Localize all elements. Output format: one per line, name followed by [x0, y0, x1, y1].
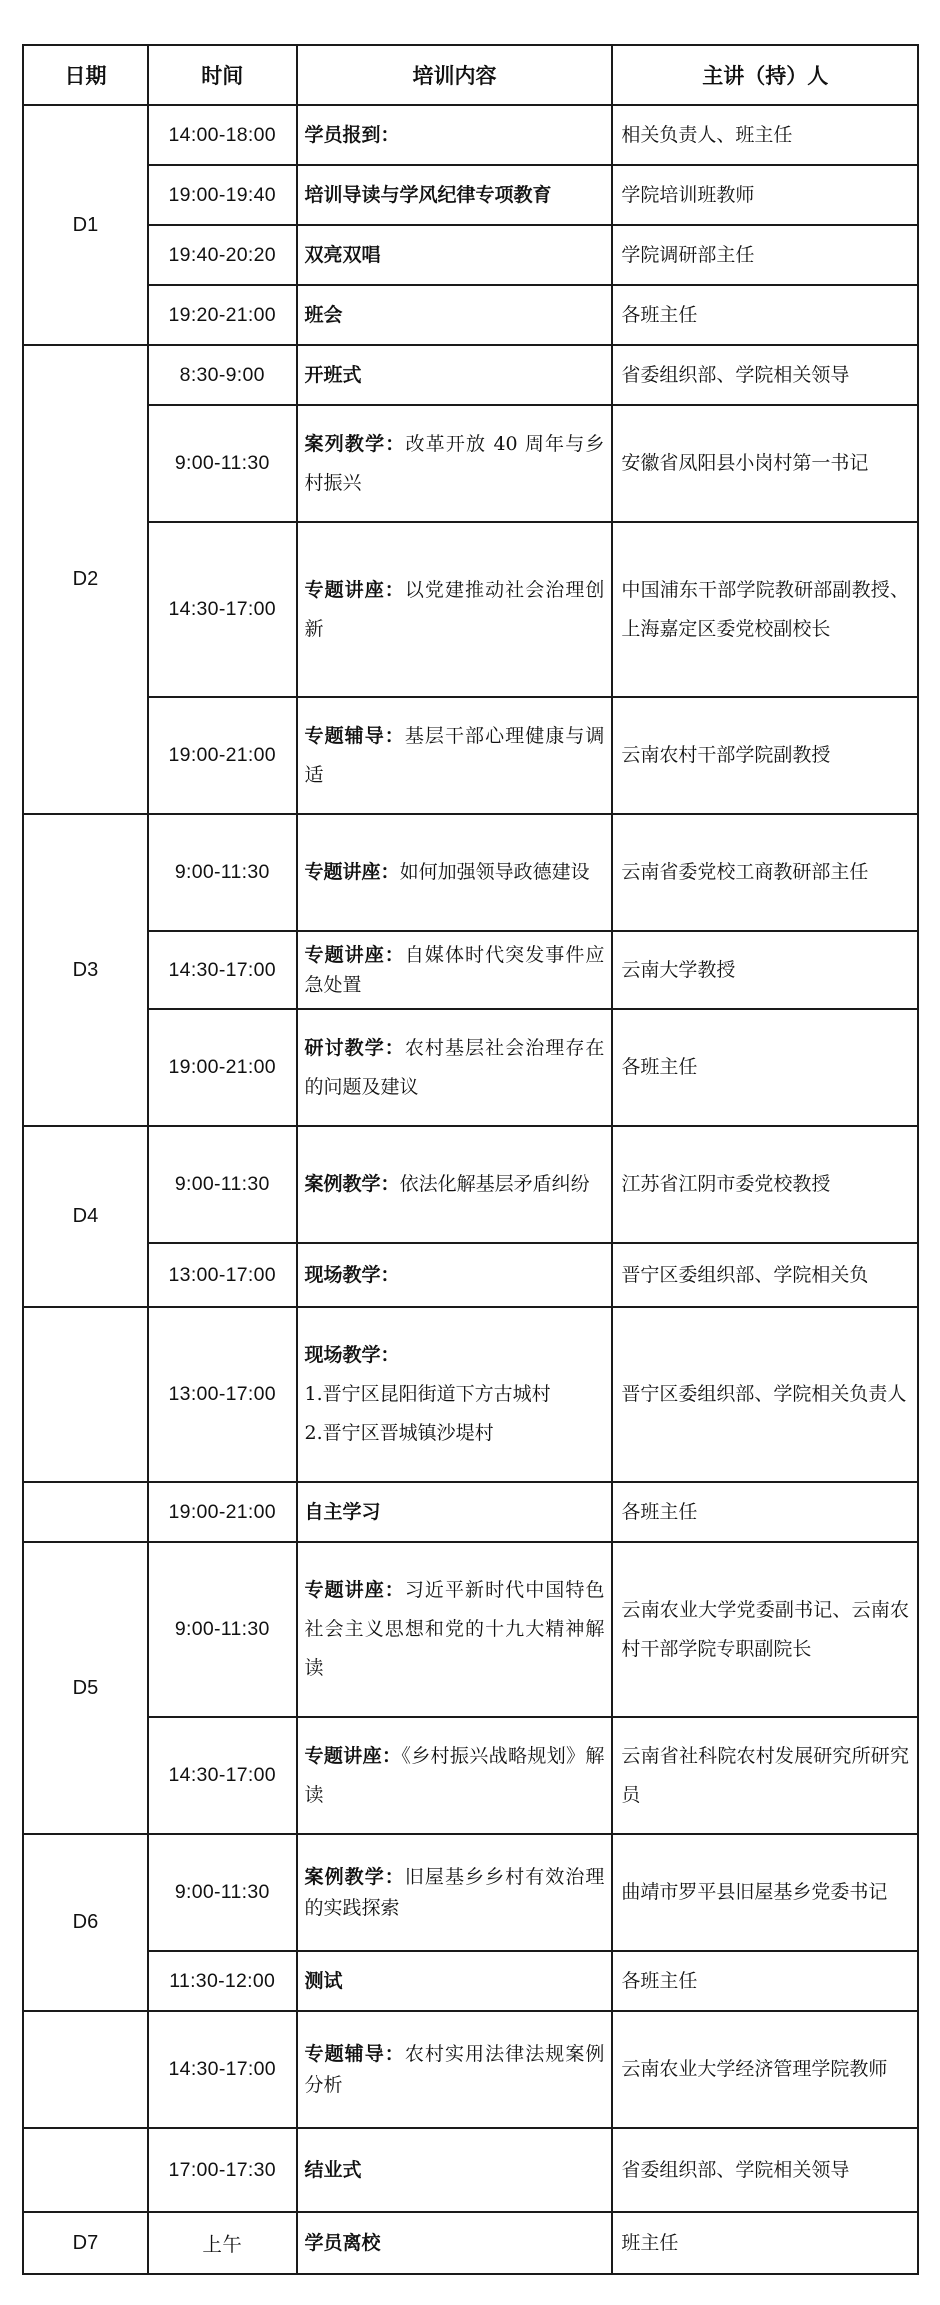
content-item: 1.晋宁区昆阳街道下方古城村: [304, 1383, 551, 1406]
speaker-cell: 各班主任: [612, 1009, 918, 1126]
speaker-cell: 学院培训班教师: [612, 165, 918, 225]
time-cell: 14:30-17:00: [148, 1717, 297, 1834]
content-cell: [297, 2128, 613, 2212]
speaker-cell: 晋宁区委组织部、学院相关负: [612, 1243, 918, 1307]
table-row: [23, 931, 918, 1009]
speaker-cell: 云南省委党校工商教研部主任: [612, 814, 918, 931]
content-type: 班会: [304, 303, 343, 326]
content-cell: [297, 814, 613, 931]
header-time: 时间: [148, 45, 297, 105]
speaker-cell: 江苏省江阴市委党校教授: [612, 1126, 918, 1243]
content-type: 专题讲座：: [304, 861, 400, 884]
content-type: 专题辅导：: [304, 724, 405, 747]
speaker-cell: 云南农业大学经济管理学院教师: [612, 2011, 918, 2128]
table-row: [23, 1243, 918, 1307]
content-topic: 《乡村振兴战略规划》解读: [304, 1744, 605, 1806]
content-topic: 农村实用法律法规案例分析: [304, 2043, 605, 2096]
time-cell: 19:00-19:40: [148, 165, 297, 225]
time-cell: 上午: [148, 2212, 297, 2274]
content-cell: [297, 2011, 613, 2128]
content-cell: [297, 165, 613, 225]
time-cell: 8:30-9:00: [148, 345, 297, 405]
day-cell: [23, 2128, 148, 2212]
day-cell: [23, 1307, 148, 1482]
content-cell: [297, 1009, 613, 1126]
content-cell: [297, 1243, 613, 1307]
content-cell: [297, 225, 613, 285]
content-type: 学员离校: [304, 2231, 381, 2254]
table-row: [23, 345, 918, 405]
content-cell: [297, 931, 613, 1009]
time-cell: 19:20-21:00: [148, 285, 297, 345]
time-cell: 14:30-17:00: [148, 2011, 297, 2128]
speaker-cell: 云南省社科院农村发展研究所研究员: [612, 1717, 918, 1834]
table-row: [23, 2128, 918, 2212]
content-type: 双亮双唱: [304, 243, 381, 266]
day-cell: D7: [23, 2212, 148, 2274]
table-row: [23, 697, 918, 814]
day-cell: D5: [23, 1542, 148, 1834]
time-cell: 14:30-17:00: [148, 931, 297, 1009]
content-cell: [297, 1542, 613, 1717]
content-cell: [297, 1482, 613, 1542]
time-cell: 14:00-18:00: [148, 105, 297, 165]
table-row: [23, 814, 918, 931]
content-type: 案列教学：: [304, 432, 406, 455]
speaker-cell: 省委组织部、学院相关领导: [612, 345, 918, 405]
content-topic: 农村基层社会治理存在的问题及建议: [304, 1036, 605, 1098]
table-row: [23, 1126, 918, 1243]
header-content: 培训内容: [297, 45, 613, 105]
table-row: [23, 2011, 918, 2128]
content-type: 专题讲座：: [304, 943, 405, 966]
content-cell: [297, 522, 613, 697]
table-row: [23, 1482, 918, 1542]
time-cell: 13:00-17:00: [148, 1307, 297, 1482]
table-row: [23, 105, 918, 165]
table-row: [23, 2212, 918, 2274]
content-topic: 改革开放 40 周年与乡村振兴: [304, 432, 605, 494]
speaker-cell: 相关负责人、班主任: [612, 105, 918, 165]
content-type: 专题辅导：: [304, 2043, 405, 2066]
time-cell: 9:00-11:30: [148, 814, 297, 931]
header-speaker: 主讲（持）人: [612, 45, 918, 105]
content-type: 现场教学：: [304, 1344, 400, 1367]
speaker-cell: 学院调研部主任: [612, 225, 918, 285]
content-cell: [297, 1307, 613, 1482]
speaker-cell: 省委组织部、学院相关领导: [612, 2128, 918, 2212]
content-type: 研讨教学：: [304, 1036, 405, 1059]
speaker-cell: 云南农村干部学院副教授: [612, 697, 918, 814]
time-cell: 19:00-21:00: [148, 1009, 297, 1126]
content-topic: 基层干部心理健康与调适: [304, 724, 605, 786]
speaker-cell: 班主任: [612, 2212, 918, 2274]
content-cell: [297, 405, 613, 522]
speaker-cell: 各班主任: [612, 1482, 918, 1542]
content-cell: [297, 345, 613, 405]
content-type: 专题讲座：: [304, 1579, 405, 1602]
time-cell: 17:00-17:30: [148, 2128, 297, 2212]
content-topic: 如何加强领导政德建设: [399, 861, 590, 884]
time-cell: 9:00-11:30: [148, 1542, 297, 1717]
table-row: [23, 1717, 918, 1834]
speaker-cell: 曲靖市罗平县旧屋基乡党委书记: [612, 1834, 918, 1951]
content-type: 现场教学：: [304, 1263, 400, 1286]
table-row: [23, 1009, 918, 1126]
content-cell: [297, 1717, 613, 1834]
table-row: [23, 285, 918, 345]
content-type: 专题讲座：: [304, 1744, 402, 1767]
header-row: [23, 45, 918, 105]
speaker-cell: 晋宁区委组织部、学院相关负责人: [612, 1307, 918, 1482]
speaker-cell: 安徽省凤阳县小岗村第一书记: [612, 405, 918, 522]
table-row: [23, 165, 918, 225]
content-cell: [297, 2212, 613, 2274]
time-cell: 9:00-11:30: [148, 1126, 297, 1243]
content-topic: 依法化解基层矛盾纠纷: [399, 1173, 590, 1196]
content-topic: 以党建推动社会治理创新: [304, 578, 605, 640]
content-cell: [297, 1834, 613, 1951]
content-cell: [297, 1126, 613, 1243]
header-date: 日期: [23, 45, 148, 105]
day-cell: D2: [23, 345, 148, 814]
content-topic: 自媒体时代突发事件应急处置: [304, 943, 605, 996]
content-type: 学员报到：: [304, 123, 400, 146]
speaker-cell: 中国浦东干部学院教研部副教授、上海嘉定区委党校副校长: [612, 522, 918, 697]
time-cell: 19:40-20:20: [148, 225, 297, 285]
table-row: [23, 1307, 918, 1482]
time-cell: 9:00-11:30: [148, 405, 297, 522]
day-cell: D4: [23, 1126, 148, 1307]
time-cell: 14:30-17:00: [148, 522, 297, 697]
time-cell: 19:00-21:00: [148, 697, 297, 814]
table-row: [23, 405, 918, 522]
day-cell: [23, 2011, 148, 2128]
content-cell: [297, 697, 613, 814]
content-cell: [297, 1951, 613, 2011]
time-cell: 19:00-21:00: [148, 1482, 297, 1542]
speaker-cell: 云南农业大学党委副书记、云南农村干部学院专职副院长: [612, 1542, 918, 1717]
content-type: 案例教学：: [304, 1866, 405, 1889]
day-cell: D3: [23, 814, 148, 1126]
content-type: 自主学习: [304, 1500, 381, 1523]
table-row: [23, 225, 918, 285]
content-item: 2.晋宁区晋城镇沙堤村: [304, 1421, 494, 1444]
speaker-cell: 各班主任: [612, 285, 918, 345]
time-cell: 9:00-11:30: [148, 1834, 297, 1951]
time-cell: 13:00-17:00: [148, 1243, 297, 1307]
day-cell: [23, 1482, 148, 1542]
content-topic: 习近平新时代中国特色社会主义思想和党的十九大精神解读: [304, 1579, 605, 1679]
content-cell: [297, 285, 613, 345]
time-cell: 11:30-12:00: [148, 1951, 297, 2011]
table-row: [23, 522, 918, 697]
content-type: 案例教学：: [304, 1173, 400, 1196]
content-type: 开班式: [304, 363, 362, 386]
day-cell: D6: [23, 1834, 148, 2011]
table-row: [23, 1834, 918, 1951]
content-type: 结业式: [304, 2158, 362, 2181]
table-row: [23, 1542, 918, 1717]
speaker-cell: 云南大学教授: [612, 931, 918, 1009]
speaker-cell: 各班主任: [612, 1951, 918, 2011]
content-type: 测试: [304, 1969, 343, 1992]
content-type: 培训导读与学风纪律专项教育: [304, 183, 552, 206]
table-row: [23, 1951, 918, 2011]
day-cell: D1: [23, 105, 148, 345]
content-topic: 旧屋基乡乡村有效治理的实践探索: [304, 1866, 605, 1919]
content-cell: [297, 105, 613, 165]
training-schedule-table: [22, 44, 919, 2275]
content-type: 专题讲座：: [304, 578, 405, 601]
